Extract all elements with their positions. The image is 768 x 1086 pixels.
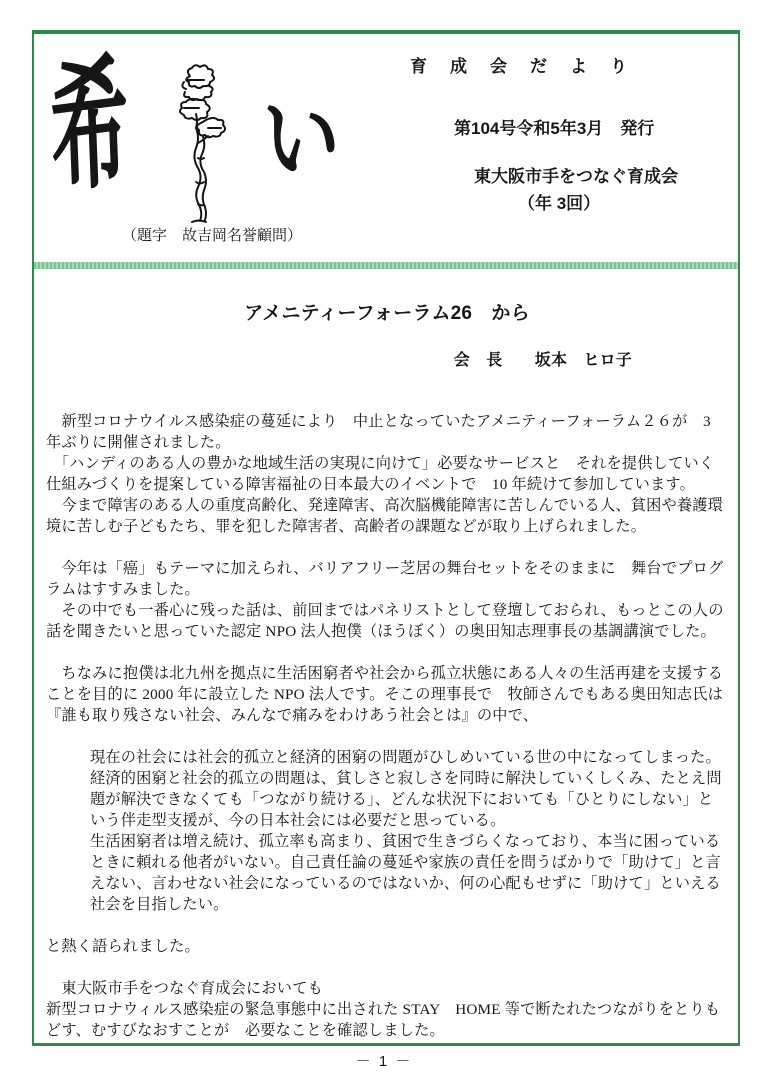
bonsai-tree-sketch-icon <box>168 62 228 226</box>
quote-block <box>90 747 728 915</box>
article-paragraph: 新型コロナウイルス感染症の蔓延により 中止となっていたアメニティーフォーラム２６が 3 年ぶりに開催されました。 <box>46 413 711 451</box>
quote-paragraph: 生活困窮者は増え続け、孤立率も高まり、貧困で生きづらくなっており、本当に困っているときに頼れる他者がいない。自己責任論の蔓延や家族の責任を問うばかりで「助けて」と言えない、言わせない社会になっているのではないか、何の心配もせずに「助けて」といえる社会を目指したい。 <box>90 833 721 913</box>
article-body <box>34 269 738 1041</box>
article-byline: 会 長 坂本 ヒロ子 <box>453 352 632 369</box>
calligraphy-char-ki: 希 <box>47 38 132 214</box>
masthead <box>34 34 738 262</box>
article-paragraph: 今年は「癌」もテーマに加えられ、バリアフリー芝居の舞台セットをそのままに 舞台でプログラムはすすみました。 <box>46 560 724 598</box>
calligraphy-char-i: い <box>261 79 342 198</box>
newsletter-frame <box>32 30 740 1046</box>
publication-frequency: （年 3回） <box>518 194 601 213</box>
final-paragraph: 東大阪市手をつなぐ育成会においても <box>46 980 323 997</box>
final-paragraph: 新型コロナウィルス感染症の緊急事態中に出された STAY HOME 等で断たれたつながりをとりもどす、むすびなおすことが 必要なことを確認しました。 <box>46 1001 721 1039</box>
quote-paragraph: 現在の社会には社会的孤立と経済的困窮の問題がひしめいている世の中になってしまった。経済的困窮と社会的孤立の問題は、貧しさと寂しさを同時に解決していくしくみ、たとえ問題が解決できなくても「つながり続ける」、どんな状況下においても「ひとりにしない」という伴走型支援が、今の日本社会には必要だと思っている。 <box>90 749 722 829</box>
article-paragraph: その中でも一番心に残った話は、前回まではパネリストとして登壇しておられ、もっとこの人の話を聞きたいと思っていた認定 NPO 法人抱僕（ほうぼく）の奥田知志理事長の基調講演でした。 <box>46 602 724 640</box>
article-paragraph: 今まで障害のある人の重度高齢化、発達障害、高次脳機能障害に苦しんでいる人、貧困や養護環境に苦しむ子どもたち、罪を犯した障害者、高齢者の課題などが取り上げられました。 <box>46 497 724 535</box>
closing-line: と熱く語られました。 <box>46 938 200 955</box>
green-separator-band <box>34 262 738 269</box>
article-paragraph: 「ハンディのある人の豊かな地域生活の実現に向けて」必要なサービスと それを提供していく仕組みづくりを提案している障害福祉の日本最大のイベントで 10 年続けて参加しています。 <box>46 455 715 493</box>
page-number: － 1 － <box>355 1053 413 1070</box>
masthead-caption: （題字 故吉岡名誉顧問） <box>122 227 303 244</box>
issue-line: 第104号令和5年3月 発行 <box>454 119 655 138</box>
newsletter-name: 育 成 会 だ よ り <box>410 57 630 76</box>
publisher-name: 東大阪市手をつなぐ育成会 <box>474 167 678 186</box>
article-paragraph: ちなみに抱僕は北九州を拠点に生活困窮者や社会から孤立状態にある人々の生活再建を支援することを目的に 2000 年に設立した NPO 法人です。そこの理事長で 牧師さんでもある奥田知志氏は『誰も取り残さない社会、みんなで痛みをわけあう社会とは』の中で、 <box>46 665 724 724</box>
article-title: アメニティーフォーラム26 から <box>244 303 530 324</box>
